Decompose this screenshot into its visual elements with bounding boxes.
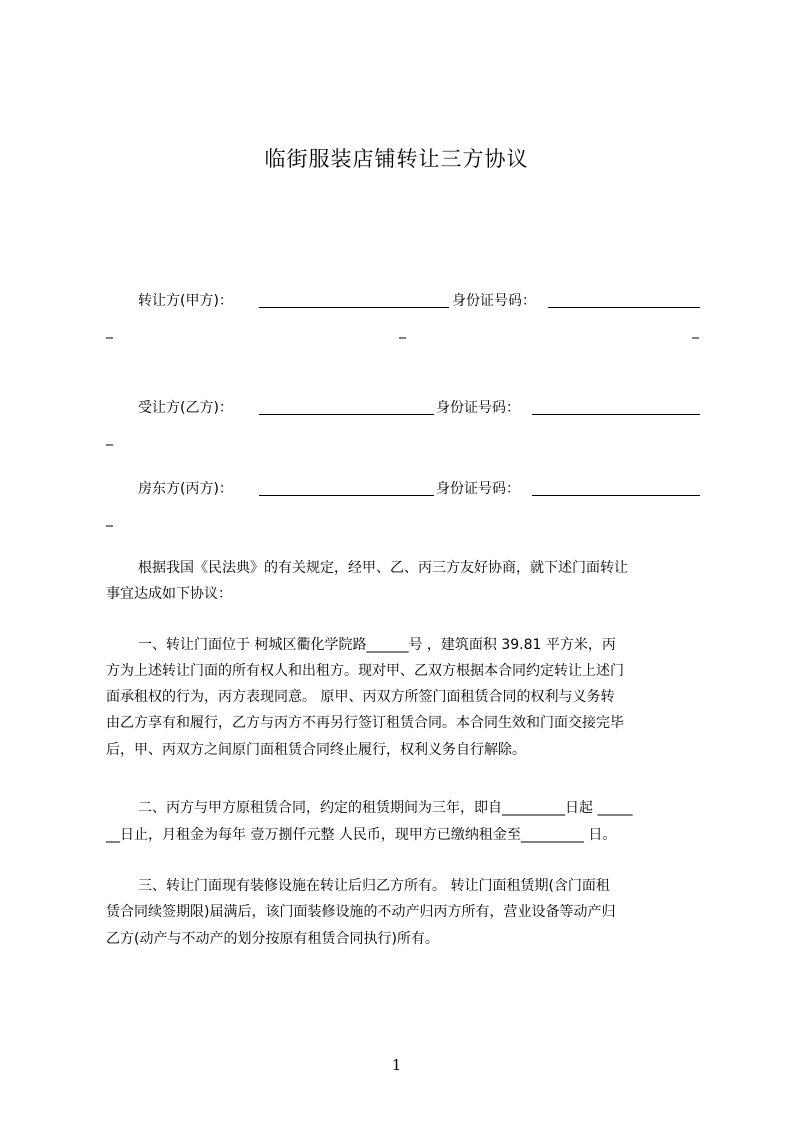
stray-mark: _	[106, 511, 113, 527]
transferor-label: 转让方(甲方)：	[138, 293, 233, 309]
stray-mark: _	[106, 430, 113, 446]
clause-3-line-1: 三、转让门面现有装修设施在转让后归乙方所有。 转让门面租赁期(含门面租	[138, 878, 610, 894]
transferor-id-label: 身份证号码：	[452, 293, 536, 309]
document-title: 临街服装店铺转让三方协议	[264, 147, 529, 171]
transferor-name-blank[interactable]	[259, 307, 449, 308]
landlord-name-blank[interactable]	[259, 495, 434, 496]
clause-3-line-2: 赁合同续签期限)届满后，该门面装修设施的不动产归丙方所有，营业设备等动产归	[106, 904, 616, 920]
transferee-id-label: 身份证号码：	[436, 400, 520, 416]
clause-1-line-1: 一、转让门面位于 柯城区衢化学院路______号 ，建筑面积 39.81 平方米，丙	[138, 637, 616, 653]
transferor-id-blank[interactable]	[548, 307, 700, 308]
landlord-id-blank[interactable]	[532, 495, 700, 496]
clause-2-line-2: __日止，月租金为每年 壹万捌仟元整 人民币，现甲方已缴纳租金至_________ 日。	[106, 827, 617, 843]
landlord-label: 房东方(丙方)：	[138, 481, 233, 497]
stray-mark: _	[692, 323, 699, 339]
transferee-label: 受让方(乙方)：	[138, 400, 233, 416]
clause-1-line-5: 后，甲、丙双方之间原门面租赁合同终止履行，权利义务自行解除。	[106, 742, 526, 758]
transferee-name-blank[interactable]	[259, 414, 434, 415]
clause-1-line-3: 面承租权的行为，丙方表现同意。 原甲、丙双方所签门面租赁合同的权利与义务转	[106, 689, 615, 705]
clause-3-line-3: 乙方(动产与不动产的划分按原有租赁合同执行)所有。	[106, 931, 439, 947]
transferee-id-blank[interactable]	[532, 414, 700, 415]
landlord-id-label: 身份证号码：	[436, 481, 520, 497]
stray-mark: _	[106, 323, 113, 339]
intro-line-2: 事宜达成如下协议：	[106, 586, 232, 602]
clause-1-line-2: 方为上述转让门面的所有权人和出租方。现对甲、乙双方根据本合同约定转让上述门	[106, 663, 624, 679]
intro-line-1: 根据我国《民法典》的有关规定，经甲、乙、丙三方友好协商，就下述门面转让	[138, 560, 628, 576]
clause-1-line-4: 由乙方享有和履行，乙方与丙方不再另行签订租赁合同。本合同生效和门面交接完毕	[106, 715, 624, 731]
stray-mark: _	[399, 323, 406, 339]
clause-2-line-1: 二、丙方与甲方原租赁合同，约定的租赁期间为三年，即自_________日起 _____	[138, 800, 633, 816]
page-number: 1	[391, 1056, 402, 1074]
